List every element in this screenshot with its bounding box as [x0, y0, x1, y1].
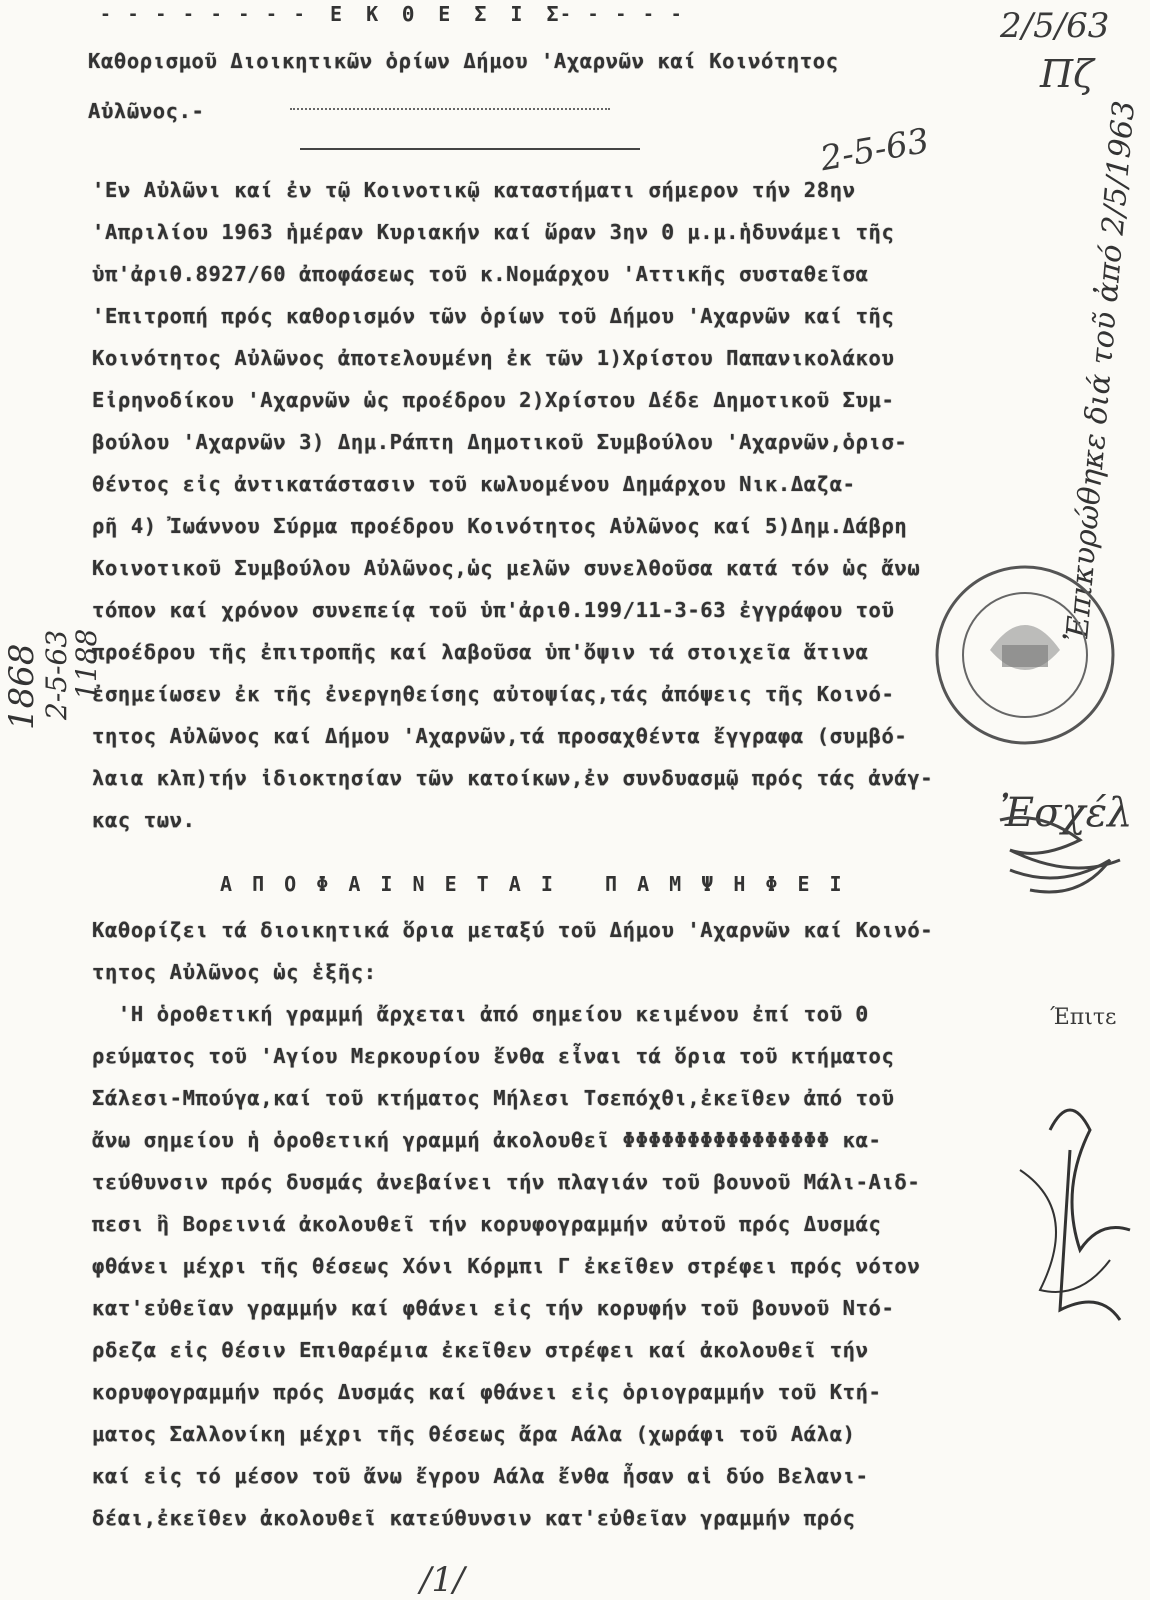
body-line: προέδρου τῆς ἐπιτροπῆς καί λαβοῦσα ὑπ'ὄψιν τά στοιχεῖα ἅτινα: [92, 640, 869, 664]
body-line: θέντος εἰς ἀντικατάστασιν τοῦ κωλυομένου Δημάρχου Νικ.Δαζα-: [92, 472, 856, 496]
handwritten-initials: Πζ: [1040, 52, 1094, 96]
decision-line: τητος Αὐλῶνος ὡς ἑξῆς:: [92, 960, 377, 984]
dotted-line: [290, 108, 610, 110]
body-line: 'Εν Αὐλῶνι καί ἐν τῷ Κοινοτικῷ καταστήματι σήμερον τήν 28ην: [92, 178, 856, 202]
decision-line: πεσι ἢ Βορεινιά ἀκολουθεῖ τήν κορυφογραμμήν αὐτοῦ πρός Δυσμάς: [92, 1212, 882, 1236]
body-line: κας των.: [92, 808, 196, 832]
header-dashes-left: - - - - - - - -: [100, 4, 308, 25]
body-line: ρῆ 4) Ἰωάννου Σύρμα προέδρου Κοινότητος Αὐλῶνος καί 5)Δημ.Δάβρη: [92, 514, 908, 538]
body-line: Εἰρηνοδίκου 'Αχαρνῶν ὡς προέδρου 2)Χρίστου Δέδε Δημοτικοῦ Συμ-: [92, 388, 895, 412]
decision-line: ἄνω σημείου ἡ ὁροθετική γραμμή ἀκολουθεῖ ΦΦΦΦΦΦΦΦΦΦΦΦΦΦΦΦ κα-: [92, 1128, 882, 1152]
decision-line: κορυφογραμμήν πρός Δυσμάς καί φθάνει εἰς ὁριογραμμήν τοῦ Κτή-: [92, 1380, 882, 1404]
decision-line: δέαι,ἐκεῖθεν ἀκολουθεῖ κατεύθυνσιν κατ'εὐθεῖαν γραμμήν πρός: [92, 1506, 856, 1530]
body-line: Κοινοτικοῦ Συμβούλου Αὐλῶνος,ὡς μελῶν συνελθοῦσα κατά τόν ὡς ἄνω: [92, 556, 921, 580]
decision-line: φθάνει μέχρι τῆς θέσεως Χόνι Κόρμπι Γ ἐκεῖθεν στρέφει πρός νότον: [92, 1254, 921, 1278]
decision-line: καί εἰς τό μέσον τοῦ ἄνω ἔγρου Αάλα ἔνθα ἦσαν αἱ δύο Βελανι-: [92, 1464, 869, 1488]
right-edge-text: Έπιτε: [1050, 1005, 1117, 1030]
decision-line: Καθορίζει τά διοικητικά ὅρια μεταξύ τοῦ Δήμου 'Αχαρνῶν καί Κοινό-: [92, 918, 934, 942]
handwritten-date-center: 2-5-63: [817, 120, 933, 180]
header-rule: [300, 148, 640, 150]
document-title: Ε Κ Θ Ε Σ Ι Σ: [330, 2, 565, 26]
subject-line-1: Καθορισμοῦ Διοικητικῶν ὁρίων Δήμου 'Αχαρνῶν καί Κοινότητος: [88, 49, 839, 73]
body-line: 'Επιτροπή πρός καθορισμόν τῶν ὁρίων τοῦ Δήμου 'Αχαρνῶν καί τῆς: [92, 304, 895, 328]
right-margin-scribbles-icon: [980, 810, 1150, 1590]
decision-line: Σάλεσι-Μπούγα,καί τοῦ κτήματος Μήλεσι Τσεπόχθι,ἐκεῖθεν ἀπό τοῦ: [92, 1086, 895, 1110]
body-line: ὑπ'ἀριθ.8927/60 ἀποφάσεως τοῦ κ.Νομάρχου 'Αττικῆς συσταθεῖσα: [92, 262, 869, 286]
body-line: τητος Αὐλῶνος καί Δήμου 'Αχαρνῶν,τά προσαχθέντα ἔγγραφα (συμβό-: [92, 724, 908, 748]
margin-number-2: 1188: [70, 628, 103, 700]
body-line: βούλου 'Αχαρνῶν 3) Δημ.Ράπτη Δημοτικοῦ Συμβούλου 'Αχαρνῶν,ὁρισ-: [92, 430, 908, 454]
body-line: 'Απριλίου 1963 ἡμέραν Κυριακήν καί ὥραν 3ην Θ μ.μ.ἡδυνάμει τῆς: [92, 220, 895, 244]
decision-line: τεύθυνσιν πρός δυσμάς ἀνεβαίνει τήν πλαγιάν τοῦ βουνοῦ Μάλι-Αιδ-: [92, 1170, 921, 1194]
margin-number: 1868: [2, 643, 42, 730]
bottom-mark: /1/: [420, 1560, 465, 1600]
decision-line: 'Η ὁροθετική γραμμή ἄρχεται ἀπό σημείου κειμένου ἐπί τοῦ Θ: [92, 1002, 869, 1026]
official-seal-icon: [930, 560, 1120, 750]
body-line: ἐσημείωσεν ἐκ τῆς ἐνεργηθείσης αὐτοψίας,τάς ἀπόψεις τῆς Κοινό-: [92, 682, 895, 706]
body-line: Κοινότητος Αὐλῶνος ἀποτελουμένη ἐκ τῶν 1)Χρίστου Παπανικολάκου: [92, 346, 895, 370]
decision-line: ματος Σαλλονίκη μέχρι τῆς θέσεως ἄρα Αάλα (χωράφι τοῦ Αάλα): [92, 1422, 856, 1446]
decision-line: κατ'εὐθεῖαν γραμμήν καί φθάνει εἰς τήν κορυφήν τοῦ βουνοῦ Ντό-: [92, 1296, 895, 1320]
decision-line: ρδεζα εἰς θέσιν Επιθαρέμια ἐκεῖθεν στρέφει καί ἀκολουθεῖ τήν: [92, 1338, 869, 1362]
body-line: λαια κλπ)τήν ἰδιοκτησίαν τῶν κατοίκων,ἐν συνδυασμῷ πρός τάς ἀνάγ-: [92, 766, 934, 790]
body-line: τόπον καί χρόνον συνεπείᾳ τοῦ ὑπ'ἀριθ.199/11-3-63 ἐγγράφου τοῦ: [92, 598, 895, 622]
handwritten-date-top: 2/5/63: [1000, 6, 1110, 46]
margin-date: 2-5-63: [40, 629, 73, 720]
header-dashes-right: - - - - -: [560, 4, 685, 25]
decision-heading: Α Π Ο Φ Α Ι Ν Ε Τ Α Ι Π Α Μ Ψ Η Φ Ε Ι: [220, 872, 846, 896]
handwritten-vertical-note: Ἐπικυρώθηκε διά τοῦ ἀπό 2/5/1963: [1060, 99, 1143, 644]
subject-line-2: Αὐλῶνος.-: [88, 99, 205, 123]
handwritten-scribble: Ἐσχέλ: [1000, 790, 1133, 836]
decision-line: ρεύματος τοῦ 'Αγίου Μερκουρίου ἔνθα εἶναι τά ὅρια τοῦ κτήματος: [92, 1044, 895, 1068]
